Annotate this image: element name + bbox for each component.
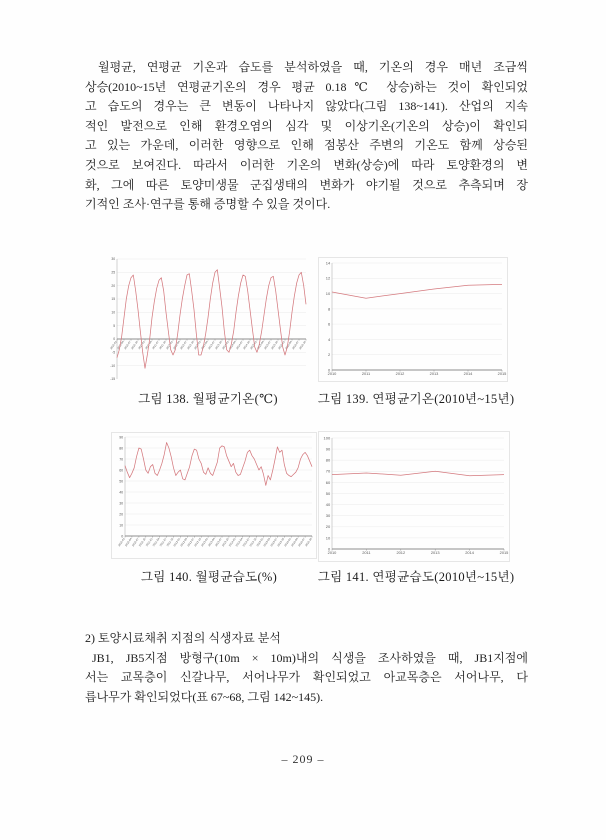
svg-text:2012: 2012 bbox=[395, 371, 405, 376]
svg-text:50: 50 bbox=[325, 490, 331, 496]
svg-text:2011-01: 2011-01 bbox=[145, 537, 154, 548]
text-line: 것으로 보여진다. 따라서 이러한 기온의 변화(상승)에 따라 토양환경의 변 bbox=[85, 157, 528, 172]
svg-text:2013: 2013 bbox=[429, 371, 439, 376]
svg-text:4: 4 bbox=[327, 336, 331, 342]
svg-text:10: 10 bbox=[111, 310, 116, 315]
svg-text:40: 40 bbox=[119, 490, 124, 495]
svg-text:2015: 2015 bbox=[499, 550, 509, 555]
svg-text:2010-07: 2010-07 bbox=[123, 340, 132, 351]
text-line: JB1, JB5지점 방형구(10m × 10m)내의 식생을 조사하였을 때, JB1지점에 bbox=[92, 650, 528, 665]
svg-text:2011-07: 2011-07 bbox=[159, 537, 168, 548]
svg-text:50: 50 bbox=[119, 479, 124, 484]
svg-text:2011-10: 2011-10 bbox=[166, 537, 175, 548]
text-line: 서는 교목층이 신갈나무, 서어나무가 확인되었고 아교목층은 서어나무, 다 bbox=[85, 670, 528, 685]
annual-humidity-line-chart bbox=[318, 431, 510, 562]
text-line: 릅나무가 확인되었다(표 67~68, 그림 142~145). bbox=[85, 689, 324, 704]
svg-text:2014-04: 2014-04 bbox=[228, 340, 237, 351]
svg-text:2010-10: 2010-10 bbox=[130, 340, 139, 351]
svg-text:2012-01: 2012-01 bbox=[173, 537, 182, 548]
svg-text:40: 40 bbox=[325, 502, 331, 507]
svg-text:5: 5 bbox=[113, 323, 116, 328]
svg-text:2011: 2011 bbox=[362, 550, 371, 555]
svg-text:2013-07: 2013-07 bbox=[207, 340, 216, 351]
svg-text:30: 30 bbox=[119, 501, 124, 506]
svg-text:15: 15 bbox=[111, 297, 116, 302]
svg-text:-5: -5 bbox=[112, 350, 116, 355]
svg-text:2014-01: 2014-01 bbox=[221, 340, 230, 351]
svg-text:100: 100 bbox=[323, 435, 331, 441]
svg-text:20: 20 bbox=[111, 283, 116, 288]
monthly-temperature-line-chart bbox=[103, 254, 311, 383]
figure-140-chart bbox=[111, 432, 317, 564]
svg-text:2013-01: 2013-01 bbox=[193, 340, 202, 351]
svg-text:2015-10: 2015-10 bbox=[276, 537, 286, 548]
svg-text:2016-10: 2016-10 bbox=[304, 537, 313, 548]
figure-140-caption: 그림 140. 월평균습도(%) bbox=[140, 570, 278, 584]
svg-text:2013-01: 2013-01 bbox=[200, 537, 209, 548]
svg-text:30: 30 bbox=[111, 257, 116, 262]
svg-text:2013: 2013 bbox=[430, 550, 440, 555]
svg-text:2012-07: 2012-07 bbox=[186, 537, 196, 548]
svg-text:10: 10 bbox=[119, 523, 124, 528]
svg-text:2014: 2014 bbox=[465, 550, 474, 555]
svg-text:2012-10: 2012-10 bbox=[186, 340, 195, 351]
svg-text:0: 0 bbox=[121, 534, 124, 539]
svg-text:2014-07: 2014-07 bbox=[235, 340, 244, 351]
paragraph-climate-analysis bbox=[85, 58, 528, 215]
svg-text:0: 0 bbox=[327, 367, 331, 373]
svg-text:30: 30 bbox=[325, 513, 331, 519]
svg-text:2014-01: 2014-01 bbox=[228, 537, 237, 548]
page-number: – 209 – bbox=[281, 752, 325, 766]
monthly-humidity-line-chart bbox=[111, 432, 317, 559]
svg-text:20: 20 bbox=[119, 512, 124, 517]
svg-text:2015: 2015 bbox=[497, 371, 507, 376]
svg-text:2011-01: 2011-01 bbox=[137, 340, 146, 351]
svg-text:2015-10: 2015-10 bbox=[270, 340, 279, 351]
svg-text:2015-04: 2015-04 bbox=[263, 537, 272, 548]
svg-text:2016-01: 2016-01 bbox=[283, 537, 293, 548]
svg-text:2010-04: 2010-04 bbox=[116, 340, 125, 351]
figure-141-caption: 그림 141. 연평균습도(2010년~15년) bbox=[317, 570, 515, 584]
text-line: 고 있는 가운데, 이러한 영향으로 인해 점봉산 주변의 기온도 함께 상승된 bbox=[85, 138, 528, 153]
svg-text:2010-04: 2010-04 bbox=[124, 537, 133, 548]
svg-text:20: 20 bbox=[325, 524, 331, 530]
svg-text:2012-07: 2012-07 bbox=[179, 340, 188, 351]
figure-138-caption: 그림 138. 월평균기온(℃) bbox=[138, 392, 278, 406]
svg-text:2012-01: 2012-01 bbox=[165, 340, 174, 351]
svg-text:14: 14 bbox=[325, 260, 331, 266]
svg-text:2013-04: 2013-04 bbox=[200, 340, 209, 351]
svg-text:2014: 2014 bbox=[463, 371, 473, 376]
svg-text:2012: 2012 bbox=[396, 550, 406, 555]
svg-text:60: 60 bbox=[119, 468, 124, 473]
svg-text:2015-01: 2015-01 bbox=[249, 340, 258, 351]
svg-text:2011-04: 2011-04 bbox=[152, 537, 161, 548]
figure-139-chart bbox=[318, 257, 508, 387]
svg-text:25: 25 bbox=[111, 270, 116, 275]
svg-text:2013-10: 2013-10 bbox=[221, 537, 230, 548]
svg-text:90: 90 bbox=[325, 446, 331, 452]
figure-138-chart bbox=[103, 254, 311, 388]
svg-text:2011-07: 2011-07 bbox=[151, 340, 160, 351]
svg-text:80: 80 bbox=[325, 457, 331, 463]
svg-text:2010: 2010 bbox=[327, 371, 337, 376]
svg-text:90: 90 bbox=[119, 435, 124, 440]
figure-141-chart bbox=[318, 431, 510, 567]
svg-text:2010-07: 2010-07 bbox=[131, 537, 140, 548]
svg-text:2015-01: 2015-01 bbox=[256, 537, 265, 548]
svg-text:2: 2 bbox=[327, 352, 331, 358]
section-heading: 2) 토양시료채취 지점의 식생자료 분석 bbox=[85, 631, 281, 645]
svg-text:2016-07: 2016-07 bbox=[291, 340, 300, 351]
svg-text:6: 6 bbox=[327, 321, 331, 327]
svg-text:2012-04: 2012-04 bbox=[172, 340, 181, 351]
svg-text:2014-10: 2014-10 bbox=[249, 537, 258, 548]
svg-text:2015-07: 2015-07 bbox=[270, 537, 279, 548]
svg-text:10: 10 bbox=[325, 291, 331, 296]
svg-text:2010-01: 2010-01 bbox=[109, 340, 118, 351]
svg-text:0: 0 bbox=[113, 337, 116, 342]
section-vegetation-analysis bbox=[85, 629, 528, 707]
svg-text:2016-04: 2016-04 bbox=[284, 340, 293, 351]
svg-text:70: 70 bbox=[119, 457, 124, 462]
svg-text:2015-07: 2015-07 bbox=[263, 340, 272, 351]
svg-text:2010: 2010 bbox=[327, 550, 337, 555]
svg-text:70: 70 bbox=[325, 468, 331, 474]
svg-text:-10: -10 bbox=[110, 363, 116, 368]
text-line: 고 습도의 경우는 큰 변동이 나타나지 않았다(그림 138~141). 산업의 지속 bbox=[85, 99, 528, 114]
svg-text:2014-10: 2014-10 bbox=[242, 340, 251, 351]
svg-text:-15: -15 bbox=[110, 377, 116, 382]
svg-text:10: 10 bbox=[325, 535, 331, 541]
svg-text:2013-04: 2013-04 bbox=[207, 537, 216, 548]
svg-text:2013-10: 2013-10 bbox=[214, 340, 223, 351]
svg-text:80: 80 bbox=[119, 446, 124, 451]
text-line: 적인 발전으로 인해 환경오염의 심각 및 이상기온(기온의 상승)이 확인되 bbox=[85, 118, 528, 133]
svg-text:2011-04: 2011-04 bbox=[144, 340, 153, 351]
svg-text:2016-04: 2016-04 bbox=[290, 537, 299, 548]
text-line: 상승(2010~15년 연평균기온의 경우 평균 0.18℃ 상승)하는 것이 확인되었 bbox=[85, 79, 528, 94]
svg-text:2010-01: 2010-01 bbox=[117, 537, 126, 548]
svg-text:2013-07: 2013-07 bbox=[214, 537, 223, 548]
svg-text:2011: 2011 bbox=[361, 371, 371, 376]
svg-text:8: 8 bbox=[327, 306, 331, 312]
svg-text:2014-04: 2014-04 bbox=[235, 537, 244, 548]
svg-text:2014-07: 2014-07 bbox=[242, 537, 251, 548]
svg-text:60: 60 bbox=[325, 479, 331, 485]
annual-temperature-line-chart bbox=[318, 257, 508, 382]
svg-text:2012-10: 2012-10 bbox=[193, 537, 203, 548]
svg-text:2011-10: 2011-10 bbox=[158, 340, 167, 351]
svg-text:12: 12 bbox=[325, 275, 331, 281]
svg-text:0: 0 bbox=[327, 546, 331, 552]
svg-text:2012-04: 2012-04 bbox=[179, 537, 189, 548]
svg-text:2016-01: 2016-01 bbox=[277, 340, 286, 351]
svg-text:2010-10: 2010-10 bbox=[138, 537, 147, 548]
svg-text:2015-04: 2015-04 bbox=[256, 340, 265, 351]
figure-139-caption: 그림 139. 연평균기온(2010년~15년) bbox=[317, 392, 515, 406]
text-line: 월평균, 연평균 기온과 습도를 분석하였을 때, 기온의 경우 매년 조금씩 bbox=[98, 60, 528, 74]
svg-text:2016-10: 2016-10 bbox=[298, 340, 307, 351]
text-line: 화, 그에 따른 토양미생물 군집생태의 변화가 야기될 것으로 추측되며 장 bbox=[85, 177, 528, 192]
text-line: 기적인 조사·연구를 통해 증명할 수 있을 것이다. bbox=[85, 197, 331, 212]
svg-text:2016-07: 2016-07 bbox=[297, 537, 306, 548]
